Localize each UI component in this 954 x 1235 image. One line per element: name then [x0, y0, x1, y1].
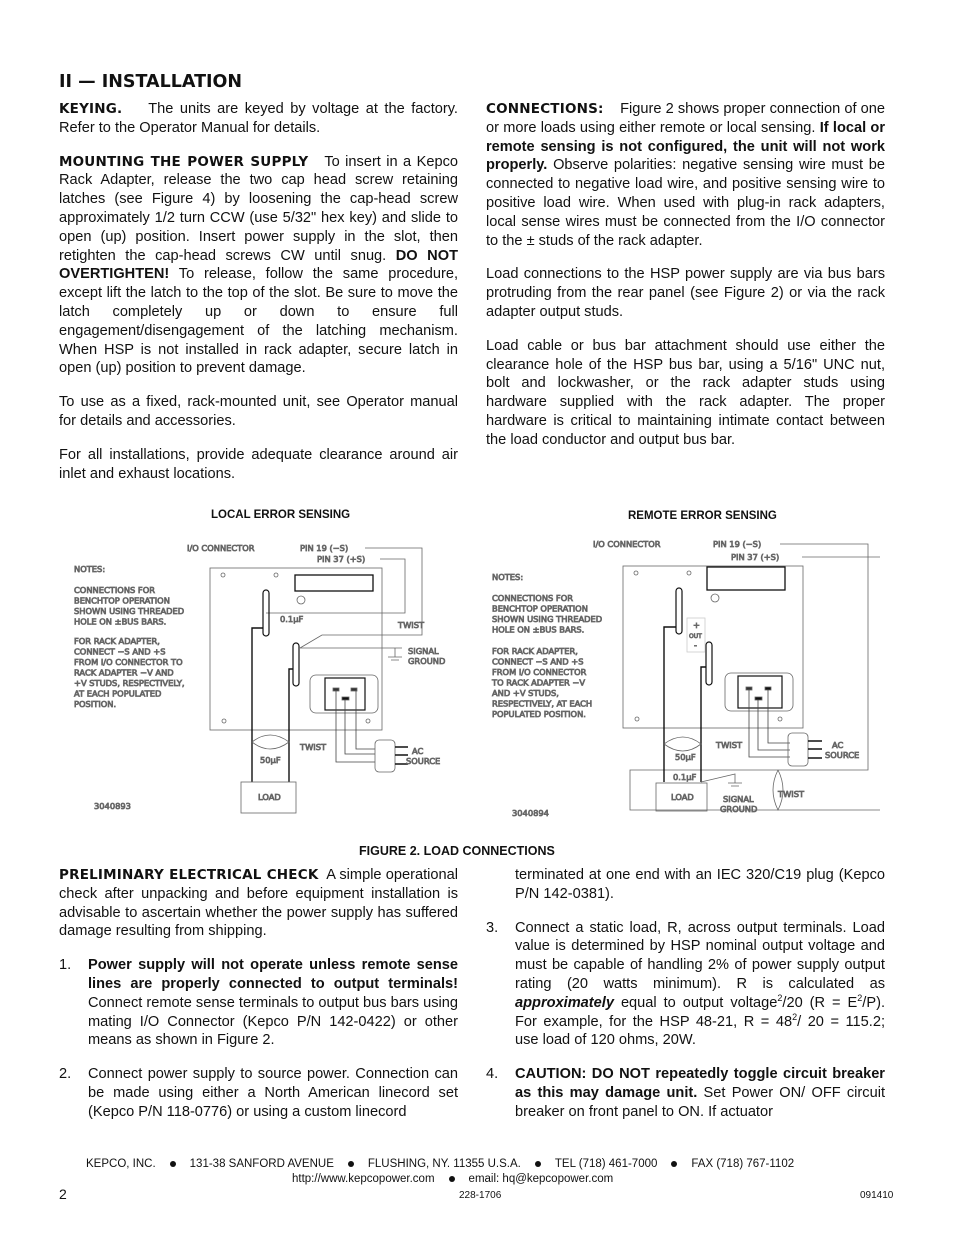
- note-line: RACK ADAPTER −V AND: [74, 667, 174, 678]
- large-cap-label: 50µF: [675, 752, 696, 762]
- note-line: HOLE ON ±BUS BARS.: [74, 616, 167, 627]
- check-step-4: [486, 1065, 885, 1121]
- small-cap-label: 0.1µF: [673, 772, 697, 782]
- pin37-label: PIN 37 (+S): [731, 552, 780, 562]
- check-steps-continued: [486, 919, 885, 1122]
- step-text: /20 (R = E: [782, 994, 858, 1011]
- right-column: [486, 100, 885, 465]
- mounting-paragraph: [59, 153, 458, 379]
- large-cap-label: 50µF: [260, 755, 281, 765]
- note-line: CONNECTIONS FOR: [492, 593, 573, 603]
- bullet-icon: [348, 1161, 354, 1167]
- bullet-icon: [170, 1161, 176, 1167]
- step-text: equal to output voltage: [620, 994, 778, 1011]
- figure-caption: FIGURE 2. LOAD CONNECTIONS: [359, 844, 555, 858]
- ac-plug-icon: [788, 733, 808, 766]
- keying-text: The units are keyed by voltage at the factory. Refer to the Operator Manual for details.: [59, 101, 458, 136]
- drawing-number: 3040893: [94, 801, 131, 811]
- note-line: FROM I/O CONNECTOR TO: [74, 657, 183, 667]
- local-sensing-diagram: [60, 530, 460, 820]
- note-line: AND +V STUDS,: [492, 688, 559, 698]
- overtighten-warning: DO NOT OVERTIGHTEN!: [59, 247, 458, 283]
- ground-label: GROUND: [720, 804, 758, 814]
- drawing-number: 3040894: [512, 808, 549, 818]
- out-minus-label: -: [694, 640, 697, 650]
- ac-inlet-icon: [310, 675, 378, 713]
- note-line: HOLE ON ±BUS BARS.: [492, 624, 585, 635]
- note-line: CONNECTIONS FOR: [74, 585, 155, 595]
- footer-email-link[interactable]: email: hq@kepcopower.com: [468, 1173, 614, 1185]
- check-steps: [59, 956, 458, 1121]
- cable-paragraph: Load cable or bus bar attachment should use either the clearance hole of the HSP bus bar, using a 5/16" UNC nut, bolt and lockwasher, or the rack adapter studs using hardware supplied with the rack adapter. The proper hardware is critical to maintaining intimate contact between the load conductor and output bus bar.: [486, 337, 885, 448]
- connections-text-2: Observe polarities: negative sensing wire must be connected to negative load wire, and positive sensing wire to positive load wire. When used with plug-in rack adapters, local sense wires must be connected from the I/O connector to the ± studs of the rack adapter.: [486, 157, 885, 249]
- ac-inlet-icon: [725, 673, 793, 711]
- mounting-text-2: To release, follow the same procedure, except lift the latch to the top of the slot. Be sure to move the latch completely up or down to ensure full engagement/disengagement of the latching mechanism. When HSP is not installed in rack adapter, secure latch in open (up) position to prevent damage.: [59, 266, 458, 377]
- io-connector-label: I/O CONNECTOR: [593, 539, 661, 549]
- notes-block: [74, 564, 185, 709]
- ground-label: GROUND: [408, 656, 446, 666]
- footer-city: FLUSHING, NY. 11355 U.S.A.: [367, 1158, 521, 1170]
- source-label: SOURCE: [825, 750, 860, 760]
- small-cap-label: 0.1µF: [280, 614, 304, 624]
- check-intro: [59, 866, 458, 941]
- remote-sensing-title: REMOTE ERROR SENSING: [628, 510, 777, 522]
- pin37-label: PIN 37 (+S): [317, 554, 366, 564]
- local-sensing-title: LOCAL ERROR SENSING: [211, 509, 351, 521]
- out-label: OUT: [689, 633, 702, 640]
- io-connector-label: I/O CONNECTOR: [187, 543, 255, 553]
- signal-label: SIGNAL: [408, 646, 439, 656]
- note-line: AT EACH POPULATED: [74, 688, 162, 699]
- twist-label-2: TWIST: [778, 789, 805, 799]
- footer-company: KEPCO, INC.: [86, 1158, 156, 1170]
- note-line: NOTES:: [492, 572, 524, 582]
- load-label: LOAD: [258, 792, 281, 802]
- note-line: FOR RACK ADAPTER,: [492, 646, 578, 656]
- note-line: FROM I/O CONNECTOR: [492, 667, 587, 677]
- note-line: FOR RACK ADAPTER,: [74, 636, 160, 646]
- check-step-3: [486, 919, 885, 1051]
- date-code: 091410: [860, 1190, 894, 1201]
- note-line: BENCHTOP OPERATION: [492, 603, 588, 614]
- note-line: TO RACK ADAPTER −V: [492, 677, 586, 688]
- page-number: 2: [59, 1186, 67, 1202]
- io-connector-icon: [707, 567, 785, 590]
- note-line: NOTES:: [74, 564, 106, 574]
- load-label: LOAD: [671, 792, 694, 802]
- step-warning: CAUTION: DO NOT repeatedly toggle circuit breaker as this may damage unit.: [515, 1066, 885, 1101]
- mounting-heading: MOUNTING THE POWER SUPPLY: [59, 153, 309, 170]
- notes-block: [491, 572, 602, 719]
- note-line: SHOWN USING THREADED: [492, 614, 603, 624]
- step-text: Connect a static load, R, across output terminals. Load value is determined by HSP nominal output voltage and must be capable of handling 2% of power supply output rating (20 watts minimum). R is calculated as: [515, 919, 885, 992]
- connections-heading: CONNECTIONS:: [486, 101, 604, 117]
- io-connector-icon: [295, 575, 373, 591]
- note-line: CONNECT −S AND +S: [492, 656, 584, 667]
- twist-label: TWIST: [398, 620, 425, 630]
- rack-paragraph: To use as a fixed, rack-mounted unit, see Operator manual for details and accessories.: [59, 394, 458, 429]
- out-plus-label: +: [693, 620, 700, 630]
- step-warning: Power supply will not operate unless remote sense lines are properly connected to output terminals!: [88, 957, 458, 992]
- footer-contact-line: [86, 1158, 794, 1170]
- pin19-label: PIN 19 (−S): [300, 543, 349, 553]
- superscript: 2: [792, 1011, 798, 1022]
- check-intro-text: A simple operational check after unpacking and before equipment installation is advisable to ascertain whether the power supply has suffered damage resulting from shipping.: [59, 867, 459, 940]
- check-heading: PRELIMINARY ELECTRICAL CHECK: [59, 867, 319, 883]
- section-title: II — INSTALLATION: [59, 72, 243, 92]
- check-left-column: [59, 866, 458, 1137]
- mounting-text: To insert in a Kepco Rack Adapter, release the two cap head screw retaining latches (see Figure 4) by loosening the cap-head screw approximately 1/2 turn CCW (use 5/32" hex key) and slide to open (up) position. Insert power supply in the slot, then retighten the cap-head screws CW until snug.: [59, 153, 458, 264]
- connections-text: Figure 2 shows proper connection of one or more loads using either remote or local sensing.: [486, 101, 885, 136]
- note-line: POSITION.: [74, 699, 117, 709]
- step-emphasis: approximately: [515, 994, 614, 1011]
- step-number: 3.: [486, 919, 499, 936]
- bullet-icon: [671, 1161, 677, 1167]
- step-number: 4.: [486, 1066, 499, 1083]
- footer-tel: TEL (718) 461-7000: [554, 1158, 658, 1170]
- sensing-warning: If local or remote sensing is not configured, the unit will not work properly.: [486, 119, 886, 174]
- superscript: 2: [857, 992, 863, 1003]
- step-number: 1.: [59, 957, 72, 974]
- step-text: /P). For example, for the HSP 48-21, R = 48: [515, 994, 885, 1030]
- check-step-1: [59, 956, 458, 1050]
- positive-bus-bar: [293, 643, 299, 686]
- note-line: BENCHTOP OPERATION: [74, 595, 170, 606]
- step-text: Connect remote sense terminals to output bus bars using mating I/O Connector (Kepco P/N 142-0422) or other means as shown in Figure 2.: [88, 994, 458, 1049]
- check-right-column: [486, 866, 885, 1137]
- check-step-2-continued: terminated at one end with an IEC 320/C19 plug (Kepco P/N 142-0381).: [515, 867, 885, 902]
- note-line: RESPECTIVELY, AT EACH: [492, 698, 593, 709]
- signal-label: SIGNAL: [723, 794, 754, 804]
- positive-bus-bar: [706, 642, 712, 685]
- step-number: 2.: [59, 1066, 72, 1083]
- clearance-paragraph: For all installations, provide adequate clearance around air inlet and exhaust locations.: [59, 446, 458, 482]
- bullet-icon: [449, 1176, 455, 1182]
- bullet-icon: [535, 1161, 541, 1167]
- ac-label: AC: [832, 740, 844, 750]
- twist-label: TWIST: [716, 740, 743, 750]
- step-text: Connect power supply to source power. Connection can be made using either a North American linecord set (Kepco P/N 118-0776) or using a custom linecord: [88, 1066, 458, 1120]
- ac-plug-icon: [375, 740, 395, 772]
- source-label: SOURCE: [406, 756, 441, 766]
- step-text: Set Power ON/ OFF circuit breaker on front panel to ON. If actuator: [515, 1084, 885, 1120]
- twist-label-2: TWIST: [300, 742, 327, 752]
- note-line: SHOWN USING THREADED: [74, 606, 185, 616]
- step-text: / 20 = 115.2; use load of 120 ohms, 20W.: [515, 1013, 886, 1049]
- remote-sensing-diagram: [480, 530, 880, 820]
- footer-web-line: [292, 1173, 613, 1185]
- check-step-2: [59, 1065, 458, 1121]
- superscript: 2: [777, 992, 783, 1003]
- load-paragraph: Load connections to the HSP power supply are via bus bars protruding from the rear panel (see Figure 2) or via the rack adapter output studs.: [486, 266, 885, 320]
- left-column: [59, 100, 458, 498]
- negative-bus-bar: [676, 588, 682, 634]
- connections-paragraph: [486, 100, 885, 250]
- document-number: 228-1706: [459, 1190, 502, 1201]
- pin19-label: PIN 19 (−S): [713, 539, 762, 549]
- note-line: POPULATED POSITION.: [492, 709, 586, 719]
- keying-heading: KEYING.: [59, 101, 123, 117]
- ac-label: AC: [412, 746, 424, 756]
- note-line: +V STUDS, RESPECTIVELY,: [74, 678, 185, 688]
- keying-paragraph: [59, 100, 458, 138]
- footer-address: 131-38 SANFORD AVENUE: [189, 1158, 334, 1170]
- footer-website-link[interactable]: http://www.kepcopower.com: [292, 1173, 435, 1185]
- note-line: CONNECT −S AND +S: [74, 646, 166, 657]
- footer-fax: FAX (718) 767-1102: [691, 1158, 795, 1170]
